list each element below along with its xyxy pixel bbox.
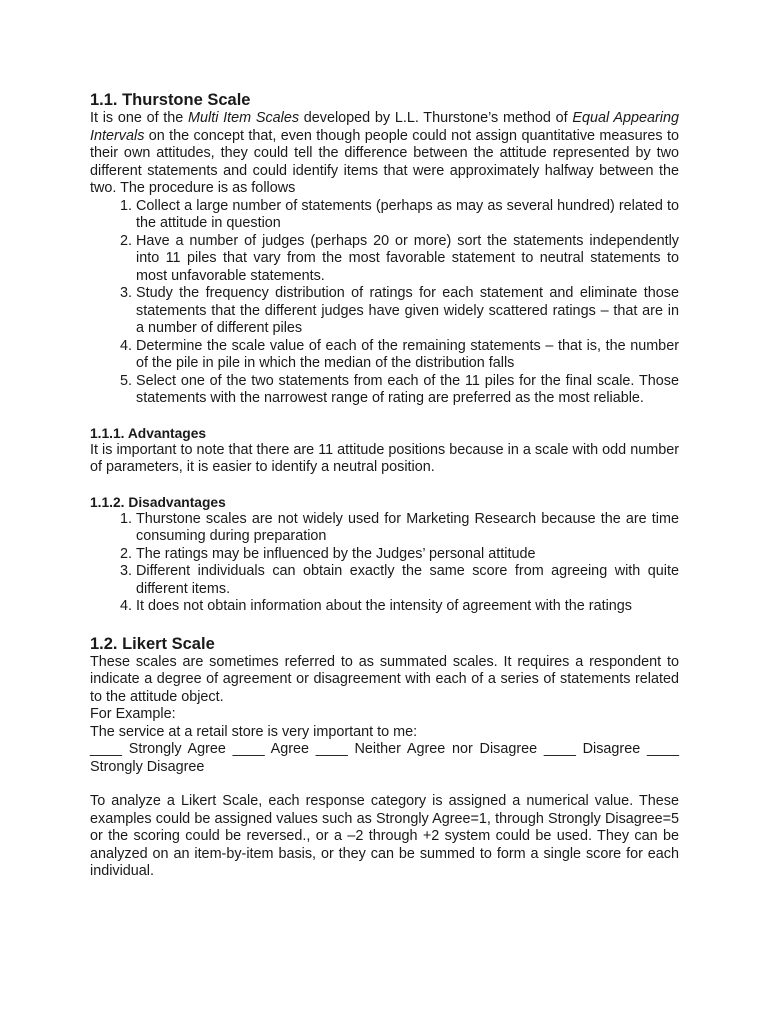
advantages-text: It is important to note that there are 11 attitude positions because in a scale with odd number of parameters, it is easier to identify a neutral position. <box>90 441 679 475</box>
disadvantage-item: 2. The ratings may be influenced by the Judges’ personal attitude <box>136 546 679 564</box>
intro-text-1: It is one of the <box>90 110 189 126</box>
likert-heading: 1.2. Likert Scale <box>90 634 215 653</box>
example-statement: The service at a retail store is very important to me: <box>90 723 418 740</box>
advantages-heading: 1.1.1. Advantages <box>90 425 207 441</box>
document-page <box>90 90 679 881</box>
disadvantage-item: 1. Thurstone scales are not widely used for Marketing Research because the are time consuming during preparation <box>136 511 679 546</box>
procedure-step: 5. Select one of the two statements from each of the 11 piles for the final scale. Those statements with the narrowest range of rating are preferred as the most reliable. <box>136 373 679 408</box>
likert-intro: These scales are sometimes referred to as summated scales. It requires a respondent to indicate a degree of agreement or disagreement with each of a series of statements related to the attitude object. <box>90 653 679 705</box>
disadvantage-item: 3. Different individuals can obtain exactly the same score from agreeing with quite different items. <box>136 563 679 598</box>
thurstone-heading: 1.1. Thurstone Scale <box>90 91 251 109</box>
intro-emphasis-multi-item: Multi Item Scales <box>188 110 300 126</box>
intro-text-3: on the concept that, even though people could not assign quantitative measures to their own attitudes, they could tell the difference between the attitude represented by two different statements and could identify items that were approximately halfway between the two. The procedure is as follows <box>90 127 679 196</box>
disadvantages-heading: 1.1.2. Disadvantages <box>90 494 226 510</box>
intro-text-2: developed by L.L. Thurstone’s method of <box>299 110 573 126</box>
procedure-step: 1. Collect a large number of statements (perhaps as may as several hundred) related to the attitude in question <box>136 198 679 233</box>
disadvantages-list <box>90 511 679 616</box>
likert-analysis: To analyze a Likert Scale, each response category is assigned a numerical value. These examples could be assigned values such as Strongly Agree=1, through Strongly Disagree=5 or the scoring could be reversed., or a –2 through +2 system could be used. They can be analyzed on an item-by-item basis, or they can be summed to form a single score for each individual. <box>90 793 679 879</box>
procedure-step: 3. Study the frequency distribution of ratings for each statement and eliminate those statements that the different judges have given widely scattered ratings – that are in a number of different piles <box>136 285 679 338</box>
example-label: For Example: <box>90 706 176 722</box>
procedure-step: 2. Have a number of judges (perhaps 20 or more) sort the statements independently into 11 piles that vary from the most favorable statement to neutral statements to most unfavorable statements. <box>136 233 679 286</box>
disadvantage-item: 4. It does not obtain information about the intensity of agreement with the ratings <box>136 598 679 616</box>
likert-scale-line: ____ Strongly Agree ____ Agree ____ Neither Agree nor Disagree ____ Disagree ____ Strongly Disagree <box>90 741 679 775</box>
thurstone-intro <box>90 110 679 198</box>
procedure-step: 4. Determine the scale value of each of the remaining statements – that is, the number of the pile in pile in which the median of the distribution falls <box>136 338 679 373</box>
intro-emphasis-equal-intervals: Equal Appearing Intervals <box>90 110 679 144</box>
procedure-list <box>90 198 679 408</box>
